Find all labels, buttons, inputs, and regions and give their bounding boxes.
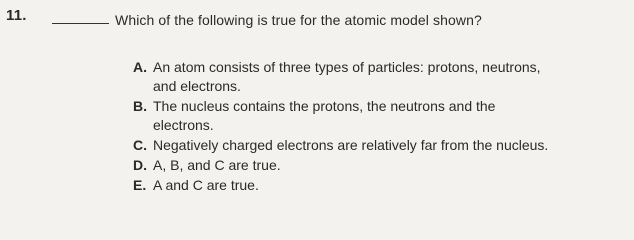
choice-letter: A. (133, 59, 147, 75)
choice-letter: C. (133, 137, 147, 153)
choice-text: An atom consists of three types of particles: protons, neutrons, (153, 59, 541, 75)
choice-text-continued: electrons. (153, 117, 214, 133)
choice-text: A and C are true. (153, 177, 259, 193)
question-number: 11. (6, 7, 27, 24)
choice-c (133, 136, 548, 155)
choice-d (133, 156, 281, 175)
choice-text: Negatively charged electrons are relatively far from the nucleus. (153, 137, 549, 153)
choice-b (133, 97, 495, 135)
choice-text-continued: and electrons. (153, 78, 241, 94)
choice-text: A, B, and C are true. (153, 157, 281, 173)
choice-letter: B. (133, 98, 147, 114)
answer-blank (52, 23, 109, 24)
choice-text: The nucleus contains the protons, the neutrons and the (153, 98, 496, 114)
question-prompt: Which of the following is true for the atomic model shown? (115, 12, 482, 28)
choice-letter: D. (133, 157, 147, 173)
choice-letter: E. (133, 177, 147, 193)
choice-a (133, 58, 541, 96)
choice-e (133, 176, 259, 195)
